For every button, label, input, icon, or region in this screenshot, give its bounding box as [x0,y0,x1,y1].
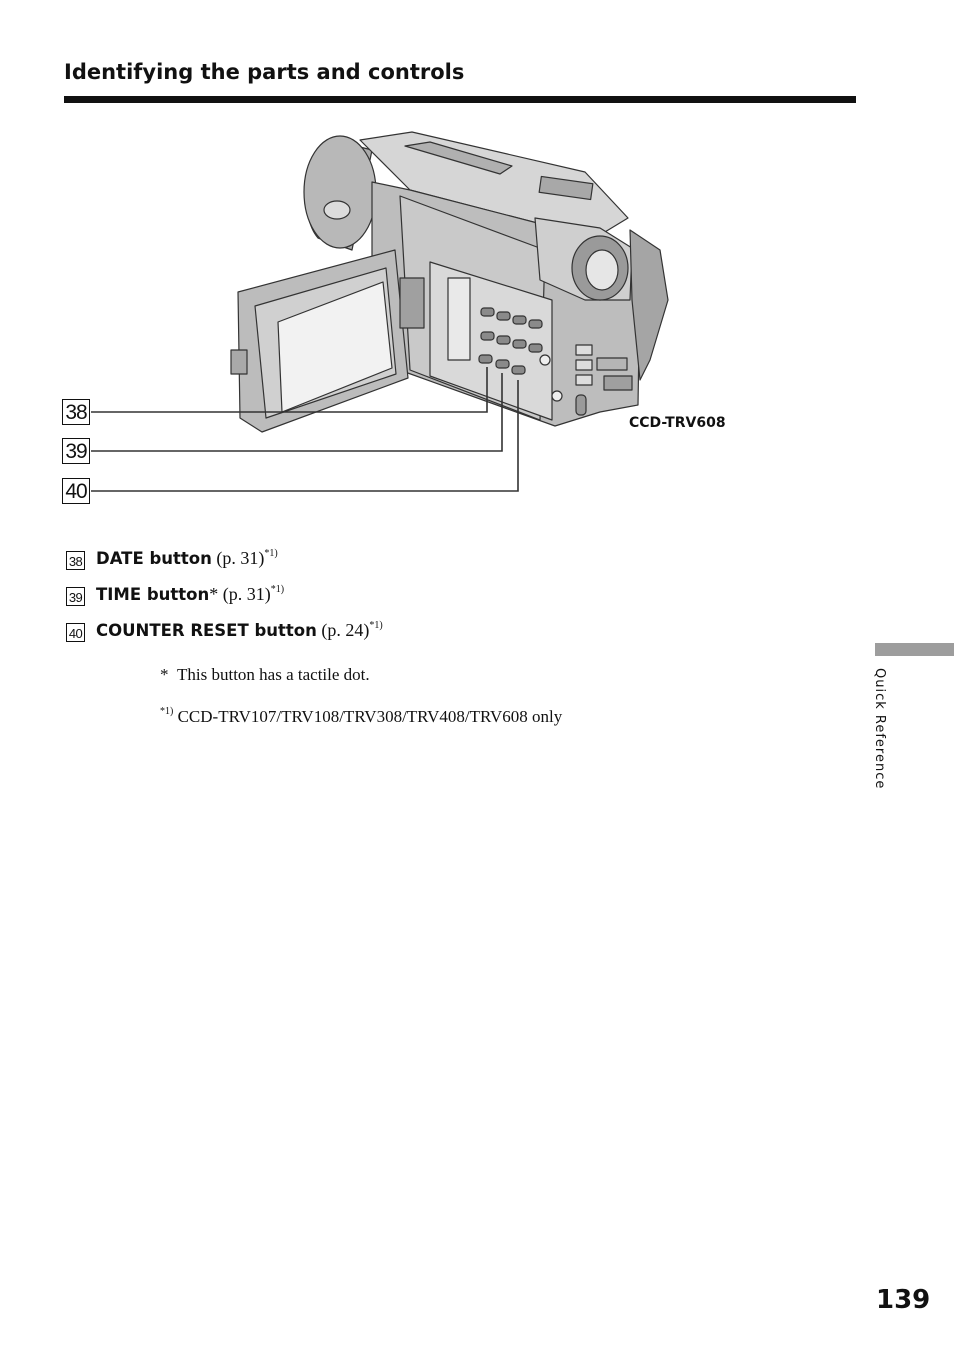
camcorder-illustration [0,110,954,530]
camcorder-figure [0,110,954,530]
item-text [96,548,278,569]
note-text: CCD-TRV107/TRV108/TRV308/TRV408/TRV608 only [177,707,563,726]
tactile-dot-note [160,665,370,685]
item-text [96,620,383,641]
callout-39: 39 [62,438,90,464]
note-marker: * [160,665,169,684]
side-section-label: Quick Reference [872,668,887,790]
title-rule [64,96,856,103]
item-number: 38 [66,551,85,570]
item-name: COUNTER RESET button [96,621,317,640]
item-superscript: *1) [264,548,278,559]
item-name: TIME button [96,585,210,604]
callout-40: 40 [62,478,90,504]
item-number: 39 [66,587,85,606]
item-page-ref: * (p. 31) [209,584,271,604]
item-page-ref: (p. 24) [316,620,370,640]
note-marker: *1) [160,706,174,717]
item-page-ref: (p. 31) [211,548,265,568]
item-number: 40 [66,623,85,642]
model-availability-note [160,707,562,727]
section-title: Identifying the parts and controls [64,60,465,84]
model-label: CCD-TRV608 [629,415,726,431]
side-tab [875,643,954,656]
item-text [96,584,284,605]
item-superscript: *1) [369,620,383,631]
callout-38: 38 [62,399,90,425]
item-name: DATE button [96,549,212,568]
note-text: This button has a tactile dot. [177,665,370,684]
page-number: 139 [876,1285,931,1315]
item-superscript: *1) [270,584,285,595]
